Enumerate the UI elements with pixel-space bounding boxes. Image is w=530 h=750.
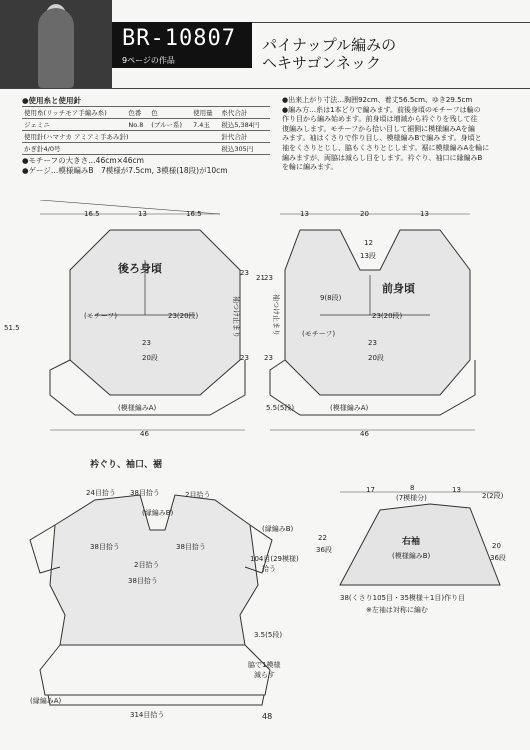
table-row (22, 143, 270, 155)
instruction-line: 作り目から編み始めます。前身頃は増減から衿ぐりを残して往 (282, 115, 478, 124)
front-neck: 12 (364, 239, 373, 247)
model-figure (38, 8, 74, 88)
table-cell: 使用針(ハマナカ アミアミ手あみ針) (22, 131, 219, 143)
table-cell: 税込305円 (219, 143, 270, 155)
pick-2a: 2目拾う (185, 491, 211, 499)
sleeve-diagram (310, 480, 525, 630)
sleeve-base: 38(くさり105目・35模様＋1目)作り目 (340, 594, 466, 602)
front-motif-label: (モチーフ) (302, 330, 336, 338)
table-cell: 色番 (126, 107, 149, 119)
sleeve-left: 17 (366, 486, 375, 494)
pick-2b: 2目拾う (134, 561, 160, 569)
front-bottom-width: 46 (360, 430, 369, 438)
neck-edge: (縁編みB) (142, 509, 174, 517)
assembled-body (50, 495, 258, 645)
back-width-3: 16.5 (186, 210, 202, 218)
front-neck-small: 9(8段) (320, 294, 342, 302)
table-cell: 針代合計 (219, 131, 270, 143)
instruction-line: を輪に編みます。 (282, 163, 338, 172)
back-vert-label: 23 (142, 339, 151, 347)
table-cell: 糸代合計 (219, 107, 270, 119)
back-width-1: 16.5 (84, 210, 100, 218)
back-length: 51.5 (4, 324, 20, 332)
instruction-line: 袖をくさりとじし、脇もくさりとじします。裾に模様編みAを輪に (282, 143, 490, 152)
table-row (22, 107, 270, 119)
assembly-title: 衿ぐり、袖口、裾 (90, 460, 163, 470)
back-sleeve-attach: 袖つけ止まり (232, 296, 240, 338)
header-bottom-rule (0, 88, 530, 89)
hem-band (40, 645, 270, 695)
sleeve-height: 22 (318, 534, 327, 542)
pick-104b: 拾う (262, 565, 276, 573)
table-row (22, 131, 270, 143)
table-cell: ジェミニ (22, 119, 126, 131)
sleeve-inner: 20 (492, 542, 501, 550)
front-vert-rows: 20段 (368, 354, 384, 362)
table-row (22, 119, 270, 131)
front-width-2: 20 (360, 210, 369, 218)
back-vert-rows: 20段 (142, 354, 158, 362)
instructions (282, 96, 522, 173)
sleeve-inner-rows: 36段 (490, 554, 506, 562)
front-sleeve-attach: 袖つけ止まり (272, 294, 280, 336)
front-width-3: 13 (420, 210, 429, 218)
motif-size: ●モチーフの大きさ…46cm×46cm (22, 156, 144, 165)
model-photo (0, 0, 112, 88)
pick-38a: 38目拾う (130, 489, 160, 497)
sleeve-right-13: 13 (452, 486, 461, 494)
pick-104: 104目(29模様) (250, 555, 299, 563)
back-side-21: 21 (256, 274, 265, 282)
front-side-lower: 23 (264, 354, 273, 362)
table-cell: 使用糸(リッチモア手編み糸) (22, 107, 126, 119)
table-cell: 7.4玉 (191, 119, 219, 131)
materials-table (22, 106, 270, 155)
materials-heading: ●使用糸と使用針 (22, 96, 82, 105)
pick-314: 314目拾う (130, 711, 165, 719)
pattern-page-ref: 9ページの作品 (122, 56, 175, 65)
pick-38d: 38目拾う (128, 577, 158, 585)
back-side-23: 23 (240, 269, 249, 277)
sleeve-height-rows: 36段 (316, 546, 332, 554)
back-motif-label: (モチーフ) (84, 312, 118, 320)
page-number: 48 (262, 712, 273, 721)
front-hem: 5.5(5段) (266, 404, 295, 412)
pick-24: 24目拾う (86, 489, 116, 497)
hem-35: 3.5(5段) (254, 631, 283, 639)
sleeve-title: 右袖 (402, 537, 421, 547)
front-pattern-a: (模様編みA) (330, 404, 369, 412)
sleeve-right-2: 2(2段) (482, 492, 504, 500)
pattern-title (262, 36, 396, 72)
instruction-line: 編みますが、両脇は減らし目をします。衿ぐり、袖口に縁編みB (282, 153, 483, 162)
front-body-diagram (260, 200, 530, 440)
front-title: 前身頃 (382, 282, 415, 295)
hem-edge (48, 695, 264, 705)
front-radius-label: 23(20段) (372, 312, 403, 320)
back-body-diagram (0, 200, 270, 440)
back-side-lower: 23 (240, 354, 249, 362)
decrease2: 減らす (254, 671, 275, 679)
sleeve-note: ※左袖は対称に編む (366, 606, 428, 614)
table-cell: (ブルー系) (149, 119, 191, 131)
back-bottom-width: 46 (140, 430, 149, 438)
assembly-diagram (0, 455, 300, 730)
pattern-code: BR-10807 (122, 26, 236, 51)
hem-edge-label: (縁編みA) (30, 697, 62, 705)
sleeve-top: 8 (410, 484, 415, 492)
back-width-2: 13 (138, 210, 147, 218)
table-cell: No.8 (126, 119, 149, 131)
instruction-line: ●編み方…糸は1本どりで編みます。前後身頃のモチーフは輪の (282, 105, 481, 114)
table-cell: 税込5,384円 (219, 119, 270, 131)
decrease: 脇で1模様 (248, 661, 281, 669)
sleeve-pattern: (模様編みB) (392, 552, 431, 560)
table-cell: 使用量 (191, 107, 219, 119)
title-line-2: ヘキサゴンネック (262, 54, 381, 72)
instruction-line: 復編みします。モチーフから拾い目して裾側に模様編みAを編 (282, 124, 475, 133)
back-title: 後ろ身頃 (118, 262, 162, 275)
header (0, 0, 530, 88)
instruction-line: みます。袖はくさりで作り目し、模様編みBで編みます。身頃と (282, 134, 482, 143)
instruction-line: ●出来上がり寸法…胸囲92cm、着丈56.5cm、ゆき29.5cm (282, 96, 473, 104)
front-side-23: 23 (264, 274, 273, 282)
table-cell: かぎ針4/0号 (22, 143, 219, 155)
front-neck-rows: 13段 (360, 252, 376, 260)
sleeve-top-rows: (7模様分) (396, 494, 427, 502)
pick-38c: 38目拾う (176, 543, 206, 551)
sleeve-edge: (縁編みB) (262, 525, 294, 533)
pick-38b: 38目拾う (90, 543, 120, 551)
front-width-1: 13 (300, 210, 309, 218)
back-radius-label: 23(20段) (168, 312, 199, 320)
back-pattern-a: (模様編みA) (118, 404, 157, 412)
front-vert-label: 23 (368, 339, 377, 347)
table-cell: 色 (149, 107, 191, 119)
title-line-1: パイナップル編みの (262, 36, 397, 54)
gauge: ●ゲージ…模様編みB 7模様が7.5cm, 3模様(18段)が10cm (22, 166, 228, 175)
